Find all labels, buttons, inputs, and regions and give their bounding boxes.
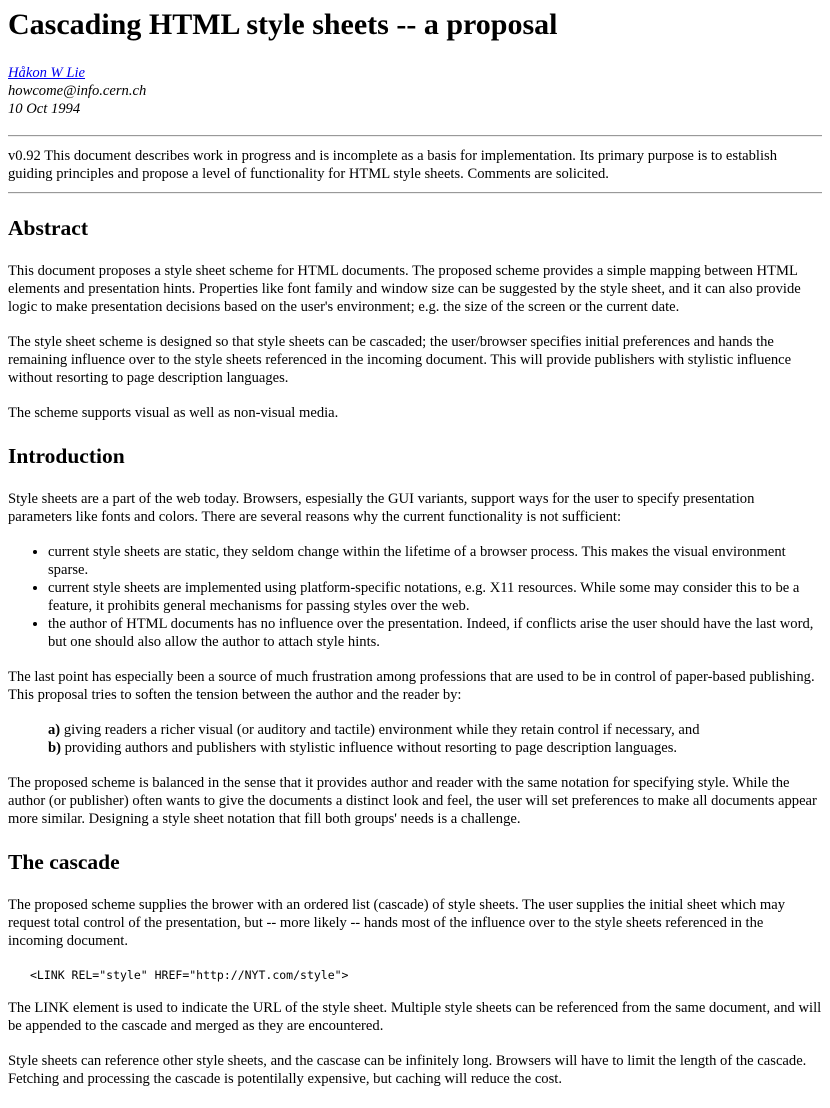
introduction-heading: Introduction xyxy=(8,444,125,468)
link-code-example: <LINK REL="style" HREF="http://NYT.com/style"> xyxy=(30,968,349,982)
goals-list xyxy=(48,721,822,757)
introduction-paragraph-2: The last point has especially been a source of much frustration among professions that are used to be in control of paper-based publishing. This proposal tries to soften the tension between the author and the reader by: xyxy=(8,669,815,703)
introduction-paragraph-1: Style sheets are a part of the web today. Browsers, espesially the GUI variants, support ways for the user to specify presentation parameters like fonts and colors. There are several reasons why the current functionality is not sufficient: xyxy=(8,491,755,525)
abstract-paragraph-3: The scheme supports visual as well as non-visual media. xyxy=(8,405,339,421)
introduction-paragraph-3: The proposed scheme is balanced in the sense that it provides author and reader with the same notation for specifying style. While the author (or publisher) often wants to give the documents a distinct look and feel, the user will set preferences to make all documents appear more similar. Designing a style sheet notation that fill both groups' needs is a challenge. xyxy=(8,775,817,827)
document-page xyxy=(0,8,830,1088)
cascade-paragraph-1: The proposed scheme supplies the brower with an ordered list (cascade) of style sheets. The user supplies the initial sheet which may request total control of the presentation, but -- more likely -- hands most of the influence over to the style sheets referenced in the incoming document. xyxy=(8,897,786,949)
goal-b-text: providing authors and publishers with stylistic influence without resorting to page description languages. xyxy=(60,740,678,756)
divider-bottom xyxy=(8,192,822,194)
status-note: v0.92 This document describes work in progress and is incomplete as a basis for implementation. Its primary purpose is to establish guiding principles and propose a level of functionality for HTML style sheets. Comments are solicited. xyxy=(8,148,778,182)
abstract-paragraph-1: This document proposes a style sheet scheme for HTML documents. The proposed scheme provides a simple mapping between HTML elements and presentation hints. Properties like font family and window size can be suggested by the style sheet, and it can also provide logic to make presentation decisions based on the user's environment; e.g. the size of the screen or the current date. xyxy=(8,263,801,315)
reasons-list xyxy=(8,543,822,651)
page-title: Cascading HTML style sheets -- a proposal xyxy=(8,8,558,41)
cascade-paragraph-2: The LINK element is used to indicate the URL of the style sheet. Multiple style sheets can be referenced from the same document, and will be appended to the cascade and merged as they are encountered. xyxy=(8,1000,822,1034)
abstract-paragraph-2: The style sheet scheme is designed so that style sheets can be cascaded; the user/browser specifies initial preferences and hands the remaining influence over to the style sheets referenced in the incoming document. This will provide publishers with stylistic influence without resorting to page description languages. xyxy=(8,334,792,386)
list-item: • current style sheets are implemented using platform-specific notations, e.g. X11 resources. While some may consider this to be a feature, it prohibits general mechanisms for passing styles over the web. xyxy=(48,579,822,615)
cascade-heading: The cascade xyxy=(8,850,120,874)
goal-a-label: a) xyxy=(48,722,61,738)
abstract-heading: Abstract xyxy=(8,216,89,240)
goal-b-label: b) xyxy=(48,740,61,756)
goal-a-text: giving readers a richer visual (or auditory and tactile) environment while they retain control if necessary, and xyxy=(60,722,700,738)
list-item: • current style sheets are static, they seldom change within the lifetime of a browser process. This makes the visual environment sparse. xyxy=(48,543,822,579)
author-link[interactable]: Håkon W Lie xyxy=(8,65,86,81)
list-item: • the author of HTML documents has no influence over the presentation. Indeed, if conflicts arise the user should have the last word, but one should also allow the author to attach style hints. xyxy=(48,615,822,651)
author-email: howcome@info.cern.ch xyxy=(8,83,147,99)
author-block xyxy=(8,64,822,118)
divider-top xyxy=(8,135,822,137)
cascade-paragraph-3: Style sheets can reference other style sheets, and the cascase can be infinitely long. Browsers will have to limit the length of the cascade. Fetching and processing the cascade is potentilally expensive, but caching will reduce the cost. xyxy=(8,1053,807,1087)
document-date: 10 Oct 1994 xyxy=(8,101,81,117)
